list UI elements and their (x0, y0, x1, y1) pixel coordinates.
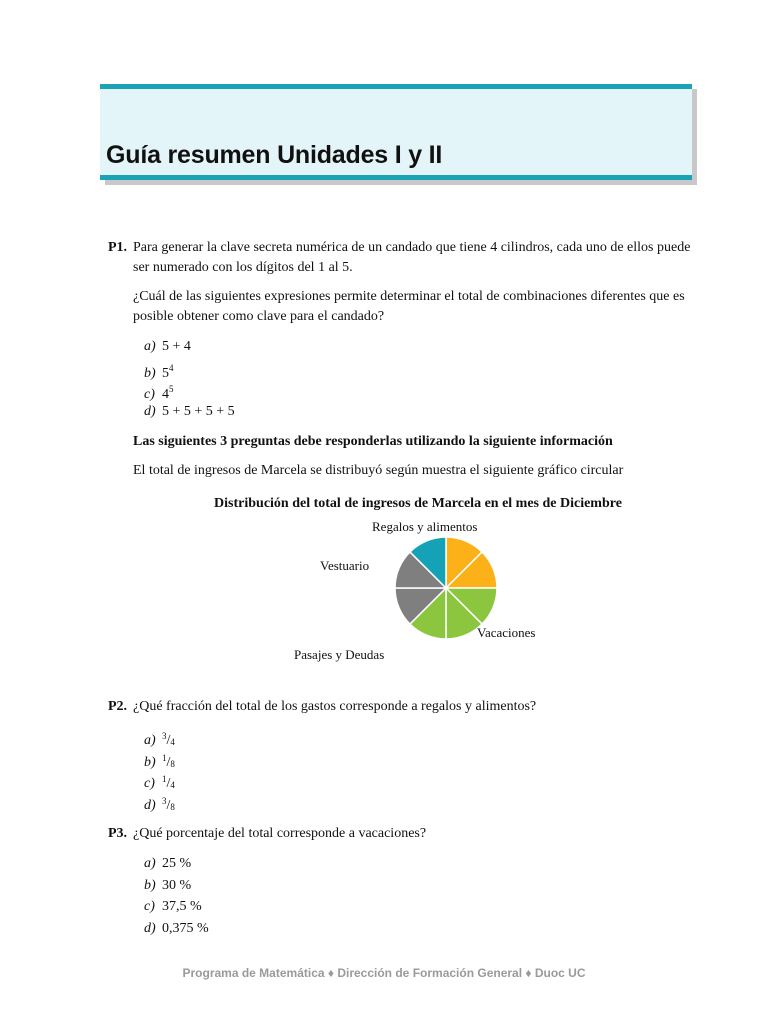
option-c: c) $4^5$ (144, 384, 174, 402)
question-label: P3. (108, 826, 128, 841)
label-vacaciones: Vacaciones (477, 625, 536, 640)
question-text: ¿Qué porcentaje del total corresponde a vacaciones? (133, 826, 427, 841)
label-pasajes: Pasajes y Deudas (294, 647, 385, 662)
content (108, 238, 703, 949)
option-b: b) 30 % (144, 877, 192, 893)
option-d: d) 0,375 % (144, 920, 209, 936)
options-list (133, 726, 703, 812)
question-p2 (108, 697, 703, 812)
title-banner (100, 84, 692, 180)
info-text: El total de ingresos de Marcela se distribuyó según muestra el siguiente gráfico circular (133, 463, 624, 478)
option-a: a) $^3/_4$ (144, 731, 175, 748)
label-regalos: Regalos y alimentos (372, 519, 478, 534)
page-title: Guía resumen Unidades I y II (106, 141, 443, 169)
label-vestuario: Vestuario (320, 558, 370, 573)
question-prompt: ¿Cuál de las siguientes expresiones permite determinar el total de combinaciones diferentes que es posible obtener como clave para el candado? (133, 289, 685, 324)
footer: Programa de Matemática ♦ Dirección de Formación General ♦ Duoc UC (182, 966, 586, 980)
option-b: b) $5^4$ (144, 362, 174, 381)
question-p3 (108, 824, 703, 939)
question-label: P2. (108, 699, 128, 714)
pie-chart-svg (133, 514, 703, 679)
option-c: c) 37,5 % (144, 899, 202, 914)
question-p1 (108, 238, 703, 679)
chart-title: Distribución del total de ingresos de Marcela en el mes de Diciembre (214, 496, 622, 511)
options-list (133, 336, 703, 422)
question-text: ¿Qué fracción del total de los gastos corresponde a regalos y alimentos? (133, 699, 537, 714)
option-b: b) $^1/_8$ (144, 752, 175, 770)
pie-chart (133, 514, 703, 679)
question-text: Para generar la clave secreta numérica de un candado que tiene 4 cilindros, cada uno de ellos puede ser numerado con los dígitos del 1 al 5. (133, 240, 691, 275)
info-heading: Las siguientes 3 preguntas debe responderlas utilizando la siguiente información (133, 434, 613, 449)
options-list (133, 853, 703, 939)
option-a: a) 5 + 4 (144, 339, 191, 354)
option-a: a) 25 % (144, 856, 192, 871)
option-d: d) 5 + 5 + 5 + 5 (144, 403, 235, 419)
question-label: P1. (108, 240, 128, 255)
option-c: c) $^1/_4$ (144, 774, 175, 791)
option-d: d) $^3/_8$ (144, 795, 175, 813)
